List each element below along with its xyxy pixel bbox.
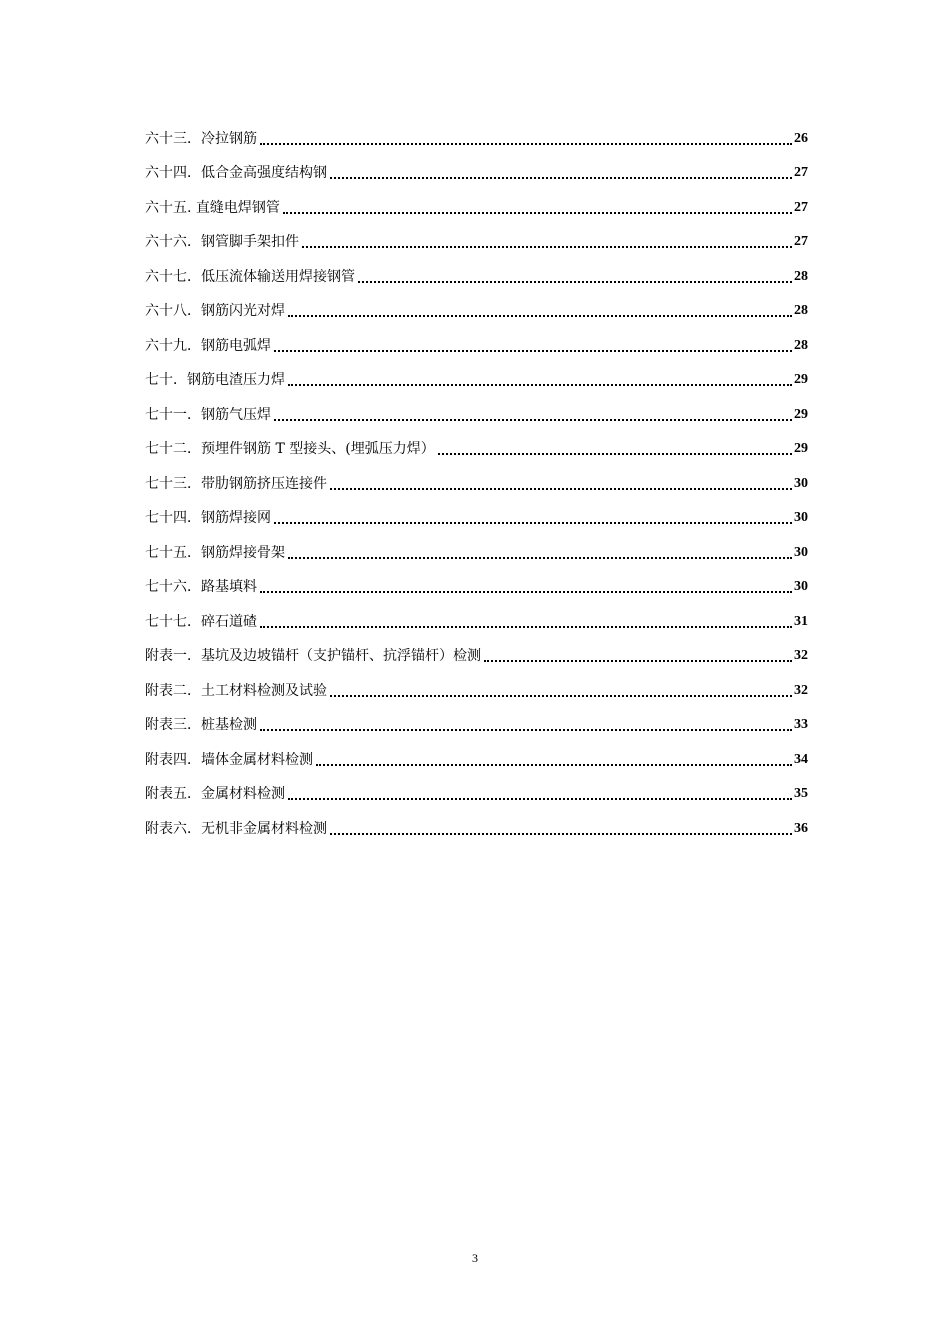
toc-entry-page: 28 bbox=[794, 303, 808, 318]
toc-entry-page: 26 bbox=[794, 130, 808, 146]
toc-entry-page: 30 bbox=[794, 579, 808, 594]
toc-entry-label: 七十．钢筋电渣压力焊 bbox=[145, 372, 285, 388]
toc-entry[interactable] bbox=[145, 218, 808, 253]
toc-leader-dots bbox=[260, 129, 792, 149]
toc-entry-label: 附表四．墙体金属材料检测 bbox=[145, 751, 313, 768]
toc-entry[interactable] bbox=[145, 528, 808, 563]
toc-entry[interactable] bbox=[145, 425, 808, 460]
toc-entry[interactable] bbox=[145, 666, 808, 701]
toc-entry-page: 32 bbox=[794, 648, 808, 663]
toc-entry[interactable] bbox=[145, 183, 808, 218]
toc-leader-dots bbox=[316, 750, 792, 770]
toc-entry[interactable] bbox=[145, 597, 808, 632]
toc-entry-page: 27 bbox=[794, 234, 808, 249]
toc-entry-page: 29 bbox=[794, 441, 808, 456]
toc-leader-dots bbox=[330, 819, 792, 839]
toc-leader-dots bbox=[274, 508, 792, 528]
toc-entry-page: 31 bbox=[794, 613, 808, 629]
toc-entry[interactable] bbox=[145, 563, 808, 598]
toc-entry-page: 30 bbox=[794, 475, 808, 491]
toc-leader-dots bbox=[330, 163, 792, 183]
toc-entry-label: 六十四．低合金高强度结构钢 bbox=[145, 165, 327, 181]
toc-leader-dots bbox=[260, 715, 792, 735]
toc-leader-dots bbox=[302, 232, 792, 252]
toc-leader-dots bbox=[288, 543, 792, 563]
toc-entry-label: 附表一．基坑及边坡锚杆（支护锚杆、抗浮锚杆）检测 bbox=[145, 648, 481, 664]
page-number: 3 bbox=[472, 1251, 478, 1265]
toc-entry[interactable] bbox=[145, 149, 808, 184]
toc-entry-label: 六十七．低压流体输送用焊接钢管 bbox=[145, 268, 355, 285]
toc-entry-label: 附表二．土工材料检测及试验 bbox=[145, 682, 327, 699]
toc-entry[interactable] bbox=[145, 356, 808, 391]
toc-entry-label: 七十二．预埋件钢筋 T 型接头、(埋弧压力焊） bbox=[145, 441, 435, 457]
toc-entry-page: 34 bbox=[794, 751, 808, 767]
toc-entry-label: 七十四．钢筋焊接网 bbox=[145, 510, 271, 526]
toc-entry-label: 附表六．无机非金属材料检测 bbox=[145, 820, 327, 837]
toc-entry[interactable] bbox=[145, 632, 808, 667]
toc-entry-label: 七十一．钢筋气压焊 bbox=[145, 406, 271, 423]
toc-entry-page: 27 bbox=[794, 199, 808, 215]
toc-leader-dots bbox=[288, 784, 792, 804]
toc-leader-dots bbox=[330, 474, 792, 494]
toc-leader-dots bbox=[274, 405, 792, 425]
toc-entry-label: 附表五．金属材料检测 bbox=[145, 786, 285, 802]
toc-leader-dots bbox=[438, 439, 792, 459]
toc-entry-page: 27 bbox=[794, 165, 808, 180]
toc-entry-page: 29 bbox=[794, 372, 808, 387]
toc-entry-page: 28 bbox=[794, 268, 808, 284]
table-of-contents bbox=[145, 114, 808, 839]
toc-entry[interactable] bbox=[145, 252, 808, 287]
toc-leader-dots bbox=[283, 198, 792, 218]
toc-entry-page: 30 bbox=[794, 544, 808, 560]
toc-leader-dots bbox=[288, 301, 792, 321]
toc-leader-dots bbox=[260, 577, 792, 597]
toc-entry-page: 36 bbox=[794, 820, 808, 836]
toc-entry-label: 六十八．钢筋闪光对焊 bbox=[145, 303, 285, 319]
toc-leader-dots bbox=[358, 267, 792, 287]
toc-entry[interactable] bbox=[145, 494, 808, 529]
toc-entry[interactable] bbox=[145, 804, 808, 839]
toc-entry-label: 六十五. 直缝电焊钢管 bbox=[145, 199, 280, 216]
toc-entry[interactable] bbox=[145, 114, 808, 149]
toc-entry-page: 33 bbox=[794, 717, 808, 732]
toc-entry[interactable] bbox=[145, 770, 808, 805]
toc-leader-dots bbox=[484, 646, 792, 666]
toc-entry[interactable] bbox=[145, 701, 808, 736]
toc-leader-dots bbox=[260, 612, 792, 632]
toc-leader-dots bbox=[274, 336, 792, 356]
toc-entry-page: 30 bbox=[794, 510, 808, 525]
toc-entry[interactable] bbox=[145, 459, 808, 494]
toc-leader-dots bbox=[288, 370, 792, 390]
toc-entry[interactable] bbox=[145, 735, 808, 770]
toc-entry-label: 六十九．钢筋电弧焊 bbox=[145, 337, 271, 354]
toc-entry[interactable] bbox=[145, 287, 808, 322]
toc-entry-label: 七十五．钢筋焊接骨架 bbox=[145, 544, 285, 561]
toc-entry-label: 附表三．桩基检测 bbox=[145, 717, 257, 733]
toc-entry[interactable] bbox=[145, 390, 808, 425]
toc-entry[interactable] bbox=[145, 321, 808, 356]
toc-entry-page: 29 bbox=[794, 406, 808, 422]
toc-leader-dots bbox=[330, 681, 792, 701]
toc-entry-label: 七十三．带肋钢筋挤压连接件 bbox=[145, 475, 327, 492]
toc-entry-label: 七十六．路基填料 bbox=[145, 579, 257, 595]
toc-entry-label: 六十三．冷拉钢筋 bbox=[145, 130, 257, 147]
toc-entry-page: 35 bbox=[794, 786, 808, 801]
toc-entry-label: 六十六．钢管脚手架扣件 bbox=[145, 234, 299, 250]
toc-entry-page: 28 bbox=[794, 337, 808, 353]
toc-entry-label: 七十七．碎石道碴 bbox=[145, 613, 257, 630]
toc-entry-page: 32 bbox=[794, 682, 808, 698]
